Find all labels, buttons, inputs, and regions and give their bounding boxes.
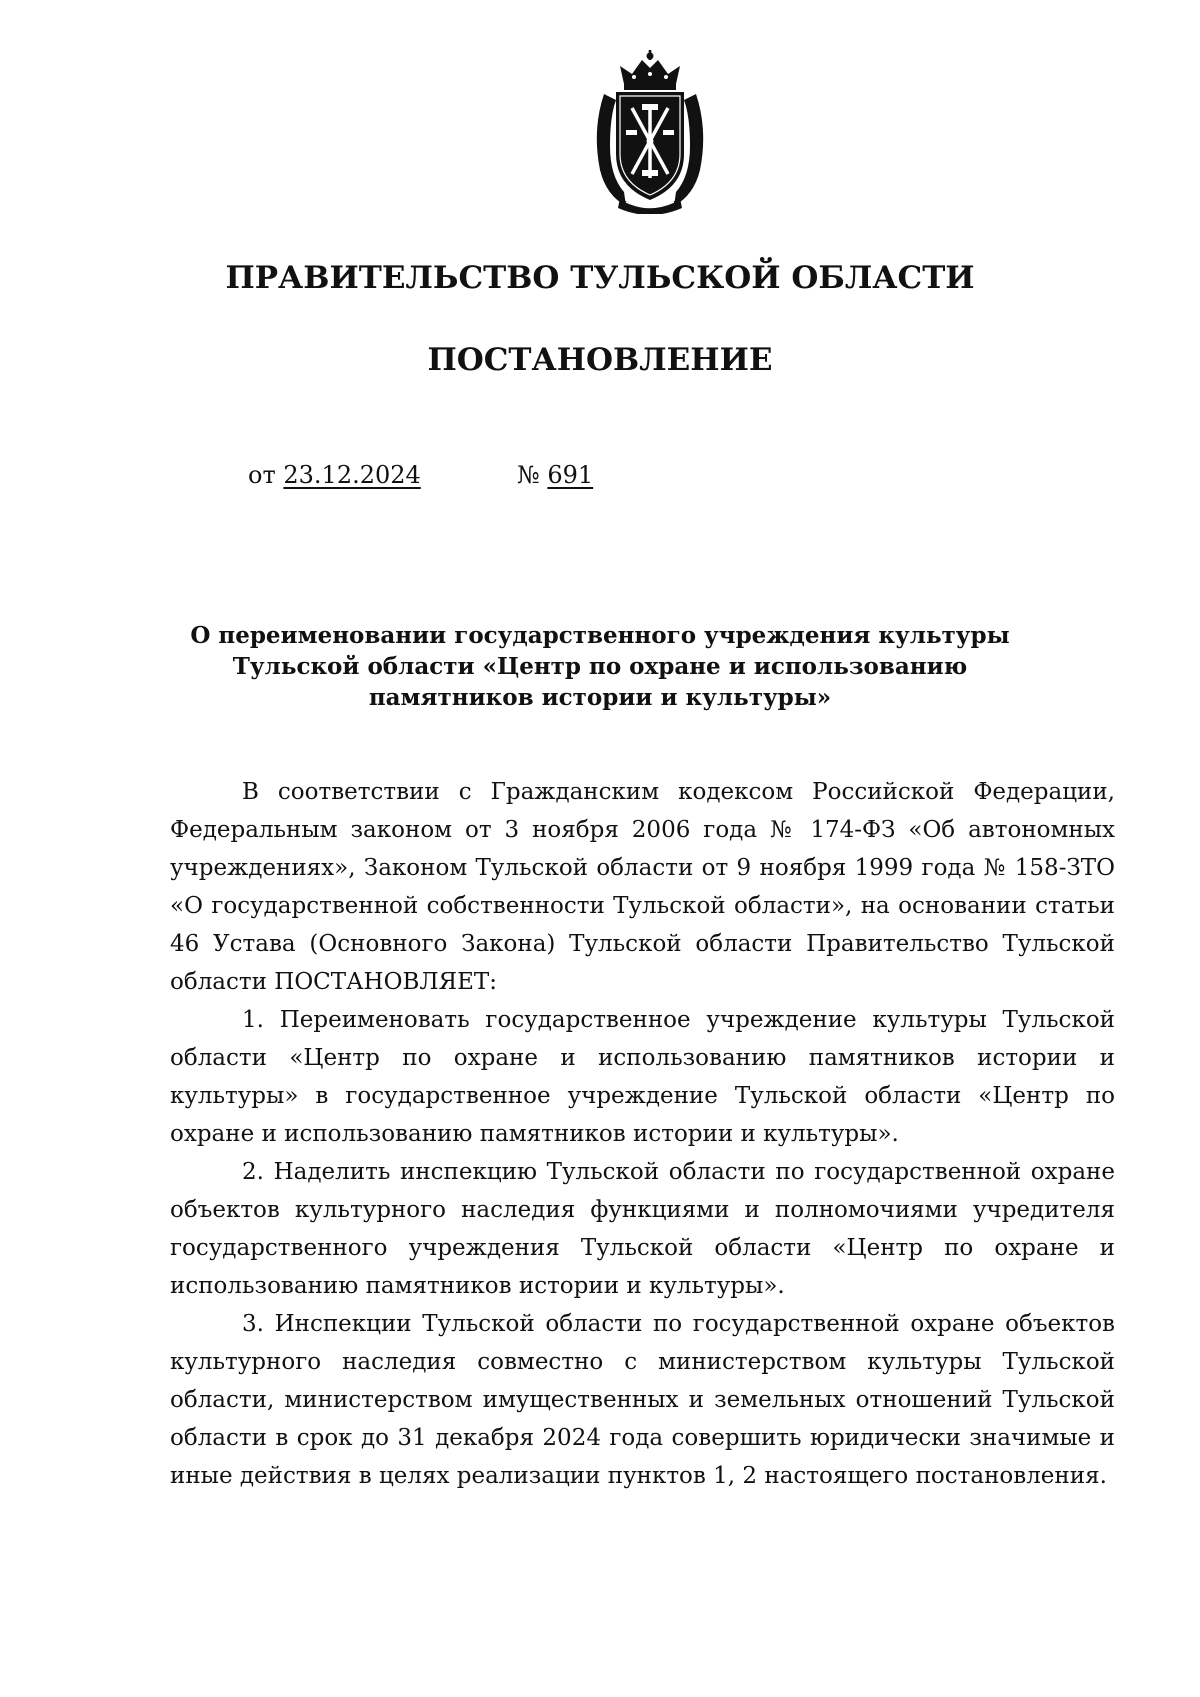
document-body	[170, 773, 1115, 1495]
document-date	[248, 460, 421, 490]
clause-1-paragraph: 1. Переименовать государственное учреждение культуры Тульской области «Центр по охране и использованию памятников истории и культуры» в государственное учреждение Тульской области «Центр по охране и использованию памятников истории и культуры».	[170, 1007, 1115, 1147]
subject-line: Тульской области «Центр по охране и использованию	[232, 653, 968, 680]
organization-title: ПРАВИТЕЛЬСТВО ТУЛЬСКОЙ ОБЛАСТИ	[225, 260, 975, 296]
subject-line: О переименовании государственного учреждения культуры	[190, 622, 1010, 649]
clause-3-paragraph: 3. Инспекции Тульской области по государственной охране объектов культурного наследия совместно с министерством культуры Тульской области, министерством имущественных и земельных отношений Тульской области в срок до 31 декабря 2024 года совершить юридически значимые и иные действия в целях реализации пунктов 1, 2 настоящего постановления.	[170, 1311, 1115, 1489]
document-subject	[160, 620, 1040, 713]
clause-2-paragraph: 2. Наделить инспекцию Тульской области по государственной охране объектов культурного наследия функциями и полномочиями учредителя государственного учреждения Тульской области «Центр по охране и использованию памятников истории и культуры».	[170, 1159, 1115, 1299]
number-value: 691	[547, 461, 594, 489]
date-prefix: от	[248, 461, 276, 489]
date-value: 23.12.2024	[283, 461, 421, 489]
preamble-paragraph: В соответствии с Гражданским кодексом Российской Федерации, Федеральным законом от 3 ноября 2006 года № 174-ФЗ «Об автономных учреждениях», Законом Тульской области от 9 ноября 1999 года № 158-ЗТО «О государственной собственности Тульской области», на основании статьи 46 Устава (Основного Закона) Тульской области Правительство Тульской области ПОСТАНОВЛЯЕТ:	[170, 779, 1115, 995]
coat-of-arms-emblem	[590, 50, 710, 214]
crown-icon	[620, 50, 680, 90]
number-prefix: №	[517, 461, 540, 489]
subject-line: памятников истории и культуры»	[368, 684, 832, 711]
document-type: ПОСТАНОВЛЕНИЕ	[427, 342, 773, 378]
document-number	[517, 460, 593, 490]
